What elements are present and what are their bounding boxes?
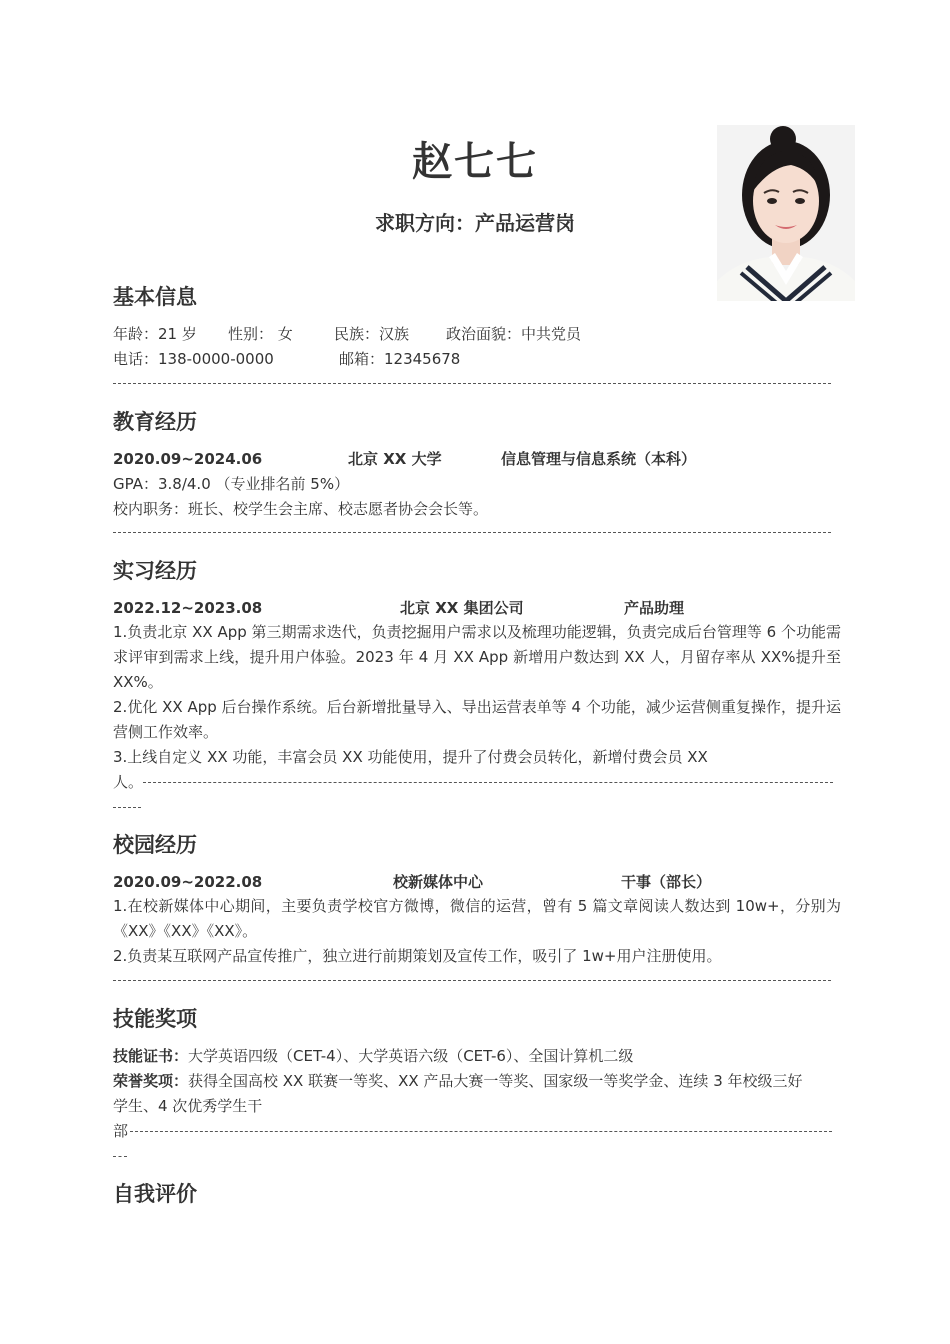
ethnicity: 民族：汉族 [334,325,410,343]
campus-period: 2020.09~2022.08 [113,873,263,891]
education-school: 北京 XX 大学 [348,450,442,468]
internship-header-row [113,598,833,618]
internship-role: 产品助理 [624,599,685,617]
education-header-row [113,449,833,469]
education-positions: 校内职务：班长、校学生会主席、校志愿者协会会长等。 [113,500,489,518]
basic-info-row-1 [113,324,833,344]
section-title-campus: 校园经历 [113,833,197,857]
email: 邮箱：12345678 [339,350,461,368]
campus-item-1: 1.在校新媒体中心期间，主要负责学校官方微博，微信的运营，曾有 5 篇文章阅读人数达到 10w+，分别为《XX》《XX》《XX》。 [113,897,841,940]
section-title-internship: 实习经历 [113,559,197,583]
section-divider [143,782,833,783]
campus-org: 校新媒体中心 [393,873,484,891]
cert-label: 技能证书： [113,1047,189,1065]
campus-header-row [113,872,833,892]
basic-info-row-2 [113,349,833,369]
internship-item-2: 2.优化 XX App 后台操作系统。后台新增批量导入、导出运营表单等 4 个功能，减少运营侧重复操作，提升运营侧工作效率。 [113,698,841,741]
honor-label: 荣誉奖项： [113,1072,189,1090]
section-title-basic-info: 基本信息 [113,285,197,309]
section-divider-continuation [113,807,141,808]
portrait-icon [717,125,855,301]
skills-honors-line-1 [113,1071,803,1091]
honor-value: 获得全国高校 XX 联赛一等奖、XX 产品大赛一等奖、国家级一等奖学金、连续 3 年校级三好 [188,1072,803,1090]
section-title-self-evaluation: 自我评价 [113,1182,197,1206]
phone: 电话：138-0000-0000 [113,350,274,368]
section-divider-continuation [113,1156,127,1157]
section-divider [130,1131,832,1132]
cert-value: 大学英语四级（CET-4）、大学英语六级（CET-6）、全国计算机二级 [188,1047,634,1065]
internship-company: 北京 XX 集团公司 [400,599,524,617]
internship-item-3-line-1: 3.上线自定义 XX 功能，丰富会员 XX 功能使用，提升了付费会员转化，新增付费会员 XX [113,748,708,766]
campus-item-2: 2.负责某互联网产品宣传推广，独立进行前期策划及宣传工作，吸引了 1w+用户注册使用。 [113,947,722,965]
section-divider [113,980,831,981]
gender: 性别： 女 [228,325,293,343]
job-objective: 求职方向：产品运营岗 [375,211,575,235]
internship-item-1: 1.负责北京 XX App 第三期需求迭代，负责挖掘用户需求以及梳理功能逻辑，负责完成后台管理等 6 个功能需求评审到需求上线，提升用户体验。2023 年 4 月 XX App 新增用户数达到 XX 人，月留存率从 XX%提升至 XX%。 [113,623,841,691]
education-major: 信息管理与信息系统（本科） [501,450,697,468]
internship-period: 2022.12~2023.08 [113,599,263,617]
candidate-name: 赵七七 [412,139,538,185]
education-gpa: GPA：3.8/4.0 （专业排名前 5%） [113,475,350,493]
skills-honors-line-2: 学生、4 次优秀学生干 [113,1097,263,1115]
campus-role: 干事（部长） [621,873,712,891]
section-divider [113,532,831,533]
section-title-education: 教育经历 [113,410,197,434]
education-period: 2020.09~2024.06 [113,450,263,468]
portrait-photo [717,125,855,301]
skills-certificates [113,1046,633,1066]
section-title-skills: 技能奖项 [113,1007,197,1031]
skills-honors-line-3: 部 [113,1122,129,1140]
age: 年龄：21 岁 [113,325,197,343]
section-divider [113,383,831,384]
internship-item-3-line-2: 人。 [113,773,144,791]
political-status: 政治面貌：中共党员 [446,325,582,343]
